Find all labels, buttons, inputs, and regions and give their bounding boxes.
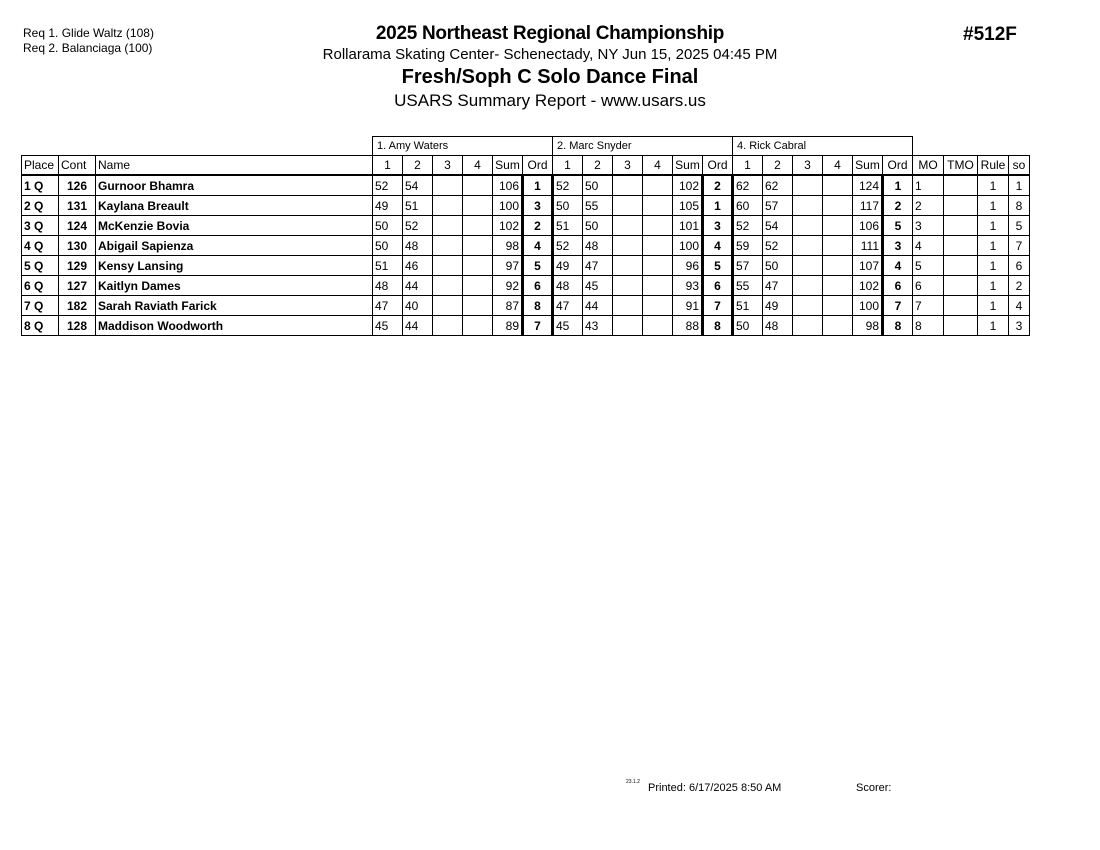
judge-3-name: 4. Rick Cabral — [733, 137, 913, 156]
score-cell: 46 — [403, 256, 433, 276]
score-cell — [823, 276, 853, 296]
col-j1-sum: Sum — [493, 156, 523, 176]
score-cell: 52 — [553, 175, 583, 196]
event-title: Fresh/Soph C Solo Dance Final — [401, 66, 699, 88]
ordinal-cell: 5 — [703, 256, 733, 276]
col-j2-3: 3 — [613, 156, 643, 176]
ordinal-cell: 3 — [883, 236, 913, 256]
championship-title: 2025 Northeast Regional Championship — [375, 23, 725, 44]
col-j2-2: 2 — [583, 156, 613, 176]
col-name: Name — [96, 156, 373, 176]
score-cell — [463, 196, 493, 216]
sum-cell: 100 — [673, 236, 703, 256]
score-cell — [613, 216, 643, 236]
contestant-number-cell: 128 — [59, 316, 96, 336]
score-cell — [613, 175, 643, 196]
place-cell: 7 Q — [22, 296, 59, 316]
software-version: 23.1.2 — [626, 779, 640, 785]
score-cell: 44 — [403, 316, 433, 336]
col-mo: MO — [913, 156, 944, 176]
rule-cell: 1 — [978, 276, 1009, 296]
report-header — [250, 22, 850, 112]
ordinal-cell: 4 — [523, 236, 553, 256]
ordinal-cell: 5 — [523, 256, 553, 276]
sum-cell: 98 — [853, 316, 883, 336]
col-j2-1: 1 — [553, 156, 583, 176]
place-cell: 2 Q — [22, 196, 59, 216]
score-cell: 49 — [373, 196, 403, 216]
score-cell: 52 — [553, 236, 583, 256]
place-cell: 5 Q — [22, 256, 59, 276]
score-cell: 47 — [583, 256, 613, 276]
score-cell: 54 — [403, 175, 433, 196]
ordinal-cell: 6 — [883, 276, 913, 296]
mo-cell: 5 — [913, 256, 944, 276]
so-cell: 8 — [1009, 196, 1030, 216]
score-cell — [613, 256, 643, 276]
requirements — [23, 26, 154, 56]
sum-cell: 100 — [853, 296, 883, 316]
score-cell: 45 — [553, 316, 583, 336]
col-tmo: TMO — [944, 156, 978, 176]
score-cell — [643, 296, 673, 316]
col-j1-1: 1 — [373, 156, 403, 176]
contestant-number-cell: 129 — [59, 256, 96, 276]
so-cell: 3 — [1009, 316, 1030, 336]
ordinal-cell: 7 — [703, 296, 733, 316]
contestant-number-cell: 131 — [59, 196, 96, 216]
skater-name-cell: Sarah Raviath Farick — [96, 296, 373, 316]
ordinal-cell: 2 — [883, 196, 913, 216]
table-row — [22, 276, 1030, 296]
sum-cell: 117 — [853, 196, 883, 216]
table-row — [22, 296, 1030, 316]
ordinal-cell: 4 — [883, 256, 913, 276]
skater-name-cell: Kaitlyn Dames — [96, 276, 373, 296]
tmo-cell — [944, 175, 978, 196]
ordinal-cell: 7 — [523, 316, 553, 336]
sum-cell: 124 — [853, 175, 883, 196]
sum-cell: 91 — [673, 296, 703, 316]
place-cell: 3 Q — [22, 216, 59, 236]
score-cell: 47 — [373, 296, 403, 316]
ordinal-cell: 1 — [883, 175, 913, 196]
tmo-cell — [944, 216, 978, 236]
table-row — [22, 316, 1030, 336]
rule-cell: 1 — [978, 256, 1009, 276]
mo-cell: 2 — [913, 196, 944, 216]
sum-cell: 93 — [673, 276, 703, 296]
tmo-cell — [944, 256, 978, 276]
ordinal-cell: 2 — [523, 216, 553, 236]
so-cell: 4 — [1009, 296, 1030, 316]
score-cell — [793, 276, 823, 296]
skater-name-cell: McKenzie Bovia — [96, 216, 373, 236]
sum-cell: 102 — [673, 175, 703, 196]
mo-cell: 3 — [913, 216, 944, 236]
score-cell: 52 — [373, 175, 403, 196]
score-cell — [823, 296, 853, 316]
score-cell — [823, 256, 853, 276]
sum-cell: 92 — [493, 276, 523, 296]
col-j3-ord: Ord — [883, 156, 913, 176]
sum-cell: 98 — [493, 236, 523, 256]
score-cell: 40 — [403, 296, 433, 316]
skater-name-cell: Gurnoor Bhamra — [96, 175, 373, 196]
sum-cell: 89 — [493, 316, 523, 336]
score-cell — [613, 296, 643, 316]
col-j1-ord: Ord — [523, 156, 553, 176]
ordinal-cell: 8 — [883, 316, 913, 336]
col-j3-2: 2 — [763, 156, 793, 176]
score-cell: 50 — [733, 316, 763, 336]
score-cell: 55 — [583, 196, 613, 216]
sum-cell: 106 — [493, 175, 523, 196]
score-cell: 49 — [553, 256, 583, 276]
ordinal-cell: 6 — [703, 276, 733, 296]
sum-cell: 111 — [853, 236, 883, 256]
score-cell: 51 — [373, 256, 403, 276]
venue-date: Rollarama Skating Center- Schenectady, NY Jun 15, 2025 04:45 PM — [322, 46, 778, 63]
score-cell: 44 — [583, 296, 613, 316]
ordinal-cell: 3 — [703, 216, 733, 236]
event-number: #512F — [963, 24, 1017, 45]
score-cell — [793, 216, 823, 236]
score-cell — [433, 216, 463, 236]
score-cell — [463, 236, 493, 256]
sum-cell: 88 — [673, 316, 703, 336]
col-j3-sum: Sum — [853, 156, 883, 176]
sum-cell: 101 — [673, 216, 703, 236]
score-cell: 57 — [763, 196, 793, 216]
contestant-number-cell: 127 — [59, 276, 96, 296]
score-cell — [643, 316, 673, 336]
score-cell — [823, 175, 853, 196]
score-cell: 47 — [763, 276, 793, 296]
mo-cell: 4 — [913, 236, 944, 256]
score-cell — [643, 276, 673, 296]
score-cell — [463, 175, 493, 196]
score-cell — [643, 216, 673, 236]
rule-cell: 1 — [978, 296, 1009, 316]
contestant-number-cell: 130 — [59, 236, 96, 256]
score-cell: 45 — [373, 316, 403, 336]
col-j1-2: 2 — [403, 156, 433, 176]
judge-header-row — [22, 137, 1030, 156]
col-j1-3: 3 — [433, 156, 463, 176]
score-cell: 51 — [733, 296, 763, 316]
so-cell: 1 — [1009, 175, 1030, 196]
so-cell: 5 — [1009, 216, 1030, 236]
place-cell: 8 Q — [22, 316, 59, 336]
score-cell: 52 — [403, 216, 433, 236]
tmo-cell — [944, 236, 978, 256]
mo-cell: 8 — [913, 316, 944, 336]
score-cell: 51 — [553, 216, 583, 236]
report-title: USARS Summary Report - www.usars.us — [394, 91, 706, 110]
score-cell — [613, 316, 643, 336]
col-j2-sum: Sum — [673, 156, 703, 176]
score-cell — [643, 256, 673, 276]
score-cell: 62 — [763, 175, 793, 196]
score-cell — [463, 216, 493, 236]
score-cell — [793, 316, 823, 336]
tmo-cell — [944, 196, 978, 216]
skater-name-cell: Maddison Woodworth — [96, 316, 373, 336]
mo-cell: 7 — [913, 296, 944, 316]
skater-name-cell: Abigail Sapienza — [96, 236, 373, 256]
score-cell — [823, 196, 853, 216]
so-cell: 6 — [1009, 256, 1030, 276]
table-row — [22, 196, 1030, 216]
ordinal-cell: 4 — [703, 236, 733, 256]
requirement-2: Req 2. Balanciaga (100) — [23, 41, 153, 55]
mo-cell: 6 — [913, 276, 944, 296]
score-cell — [793, 196, 823, 216]
place-cell: 6 Q — [22, 276, 59, 296]
table-row — [22, 216, 1030, 236]
rule-cell: 1 — [978, 175, 1009, 196]
score-cell: 60 — [733, 196, 763, 216]
score-cell: 52 — [763, 236, 793, 256]
score-cell: 50 — [583, 216, 613, 236]
skater-name-cell: Kaylana Breault — [96, 196, 373, 216]
ordinal-cell: 8 — [523, 296, 553, 316]
skater-name-cell: Kensy Lansing — [96, 256, 373, 276]
ordinal-cell: 2 — [703, 175, 733, 196]
score-cell: 43 — [583, 316, 613, 336]
sum-cell: 102 — [853, 276, 883, 296]
score-cell — [433, 296, 463, 316]
contestant-number-cell: 126 — [59, 175, 96, 196]
rule-cell: 1 — [978, 316, 1009, 336]
score-cell: 55 — [733, 276, 763, 296]
score-cell: 48 — [763, 316, 793, 336]
so-cell: 2 — [1009, 276, 1030, 296]
ordinal-cell: 7 — [883, 296, 913, 316]
contestant-number-cell: 124 — [59, 216, 96, 236]
sum-cell: 97 — [493, 256, 523, 276]
table-row — [22, 256, 1030, 276]
ordinal-cell: 6 — [523, 276, 553, 296]
contestant-number-cell: 182 — [59, 296, 96, 316]
score-cell: 48 — [553, 276, 583, 296]
requirement-1: Req 1. Glide Waltz (108) — [23, 26, 154, 40]
judge-1-name: 1. Amy Waters — [373, 137, 553, 156]
score-cell — [463, 316, 493, 336]
rule-cell: 1 — [978, 236, 1009, 256]
score-cell — [613, 196, 643, 216]
score-cell — [613, 236, 643, 256]
score-cell — [433, 175, 463, 196]
score-cell: 50 — [373, 216, 403, 236]
mo-cell: 1 — [913, 175, 944, 196]
score-cell: 50 — [763, 256, 793, 276]
sum-cell: 105 — [673, 196, 703, 216]
score-cell: 48 — [373, 276, 403, 296]
score-cell — [823, 236, 853, 256]
place-cell: 4 Q — [22, 236, 59, 256]
score-cell — [463, 256, 493, 276]
score-cell: 54 — [763, 216, 793, 236]
score-cell — [433, 196, 463, 216]
column-header-row — [22, 156, 1030, 176]
ordinal-cell: 1 — [523, 175, 553, 196]
sum-cell: 100 — [493, 196, 523, 216]
col-rule: Rule — [978, 156, 1009, 176]
score-cell — [433, 276, 463, 296]
tmo-cell — [944, 296, 978, 316]
score-cell: 50 — [553, 196, 583, 216]
score-cell — [823, 316, 853, 336]
col-j3-4: 4 — [823, 156, 853, 176]
score-cell: 48 — [583, 236, 613, 256]
ordinal-cell: 8 — [703, 316, 733, 336]
score-cell — [643, 175, 673, 196]
score-cell: 57 — [733, 256, 763, 276]
score-cell: 52 — [733, 216, 763, 236]
score-cell — [433, 236, 463, 256]
ordinal-cell: 1 — [703, 196, 733, 216]
score-cell — [643, 196, 673, 216]
score-cell: 51 — [403, 196, 433, 216]
score-cell: 47 — [553, 296, 583, 316]
sum-cell: 96 — [673, 256, 703, 276]
col-place: Place — [22, 156, 59, 176]
col-j3-3: 3 — [793, 156, 823, 176]
ordinal-cell: 3 — [523, 196, 553, 216]
ordinal-cell: 5 — [883, 216, 913, 236]
score-cell: 48 — [403, 236, 433, 256]
col-so: so — [1009, 156, 1030, 176]
table-row — [22, 236, 1030, 256]
score-cell — [793, 175, 823, 196]
sum-cell: 102 — [493, 216, 523, 236]
tmo-cell — [944, 316, 978, 336]
col-j1-4: 4 — [463, 156, 493, 176]
score-cell — [793, 296, 823, 316]
sum-cell: 107 — [853, 256, 883, 276]
score-cell — [433, 256, 463, 276]
col-cont: Cont — [59, 156, 96, 176]
score-cell — [613, 276, 643, 296]
score-cell: 59 — [733, 236, 763, 256]
place-cell: 1 Q — [22, 175, 59, 196]
judge-2-name: 2. Marc Snyder — [553, 137, 733, 156]
printed-timestamp: Printed: 6/17/2025 8:50 AM — [648, 782, 782, 794]
score-cell — [463, 296, 493, 316]
score-cell — [793, 256, 823, 276]
col-j3-1: 1 — [733, 156, 763, 176]
sum-cell: 87 — [493, 296, 523, 316]
rule-cell: 1 — [978, 196, 1009, 216]
score-cell: 45 — [583, 276, 613, 296]
score-cell — [793, 236, 823, 256]
score-cell: 49 — [763, 296, 793, 316]
tmo-cell — [944, 276, 978, 296]
sum-cell: 106 — [853, 216, 883, 236]
score-cell: 62 — [733, 175, 763, 196]
col-j2-ord: Ord — [703, 156, 733, 176]
score-cell — [433, 316, 463, 336]
score-cell — [823, 216, 853, 236]
col-j2-4: 4 — [643, 156, 673, 176]
score-cell: 50 — [583, 175, 613, 196]
score-cell: 50 — [373, 236, 403, 256]
scorer-label: Scorer: — [856, 782, 892, 794]
table-row — [22, 175, 1030, 196]
so-cell: 7 — [1009, 236, 1030, 256]
results-table — [21, 136, 1030, 336]
score-cell — [463, 276, 493, 296]
rule-cell: 1 — [978, 216, 1009, 236]
score-cell: 44 — [403, 276, 433, 296]
score-cell — [643, 236, 673, 256]
